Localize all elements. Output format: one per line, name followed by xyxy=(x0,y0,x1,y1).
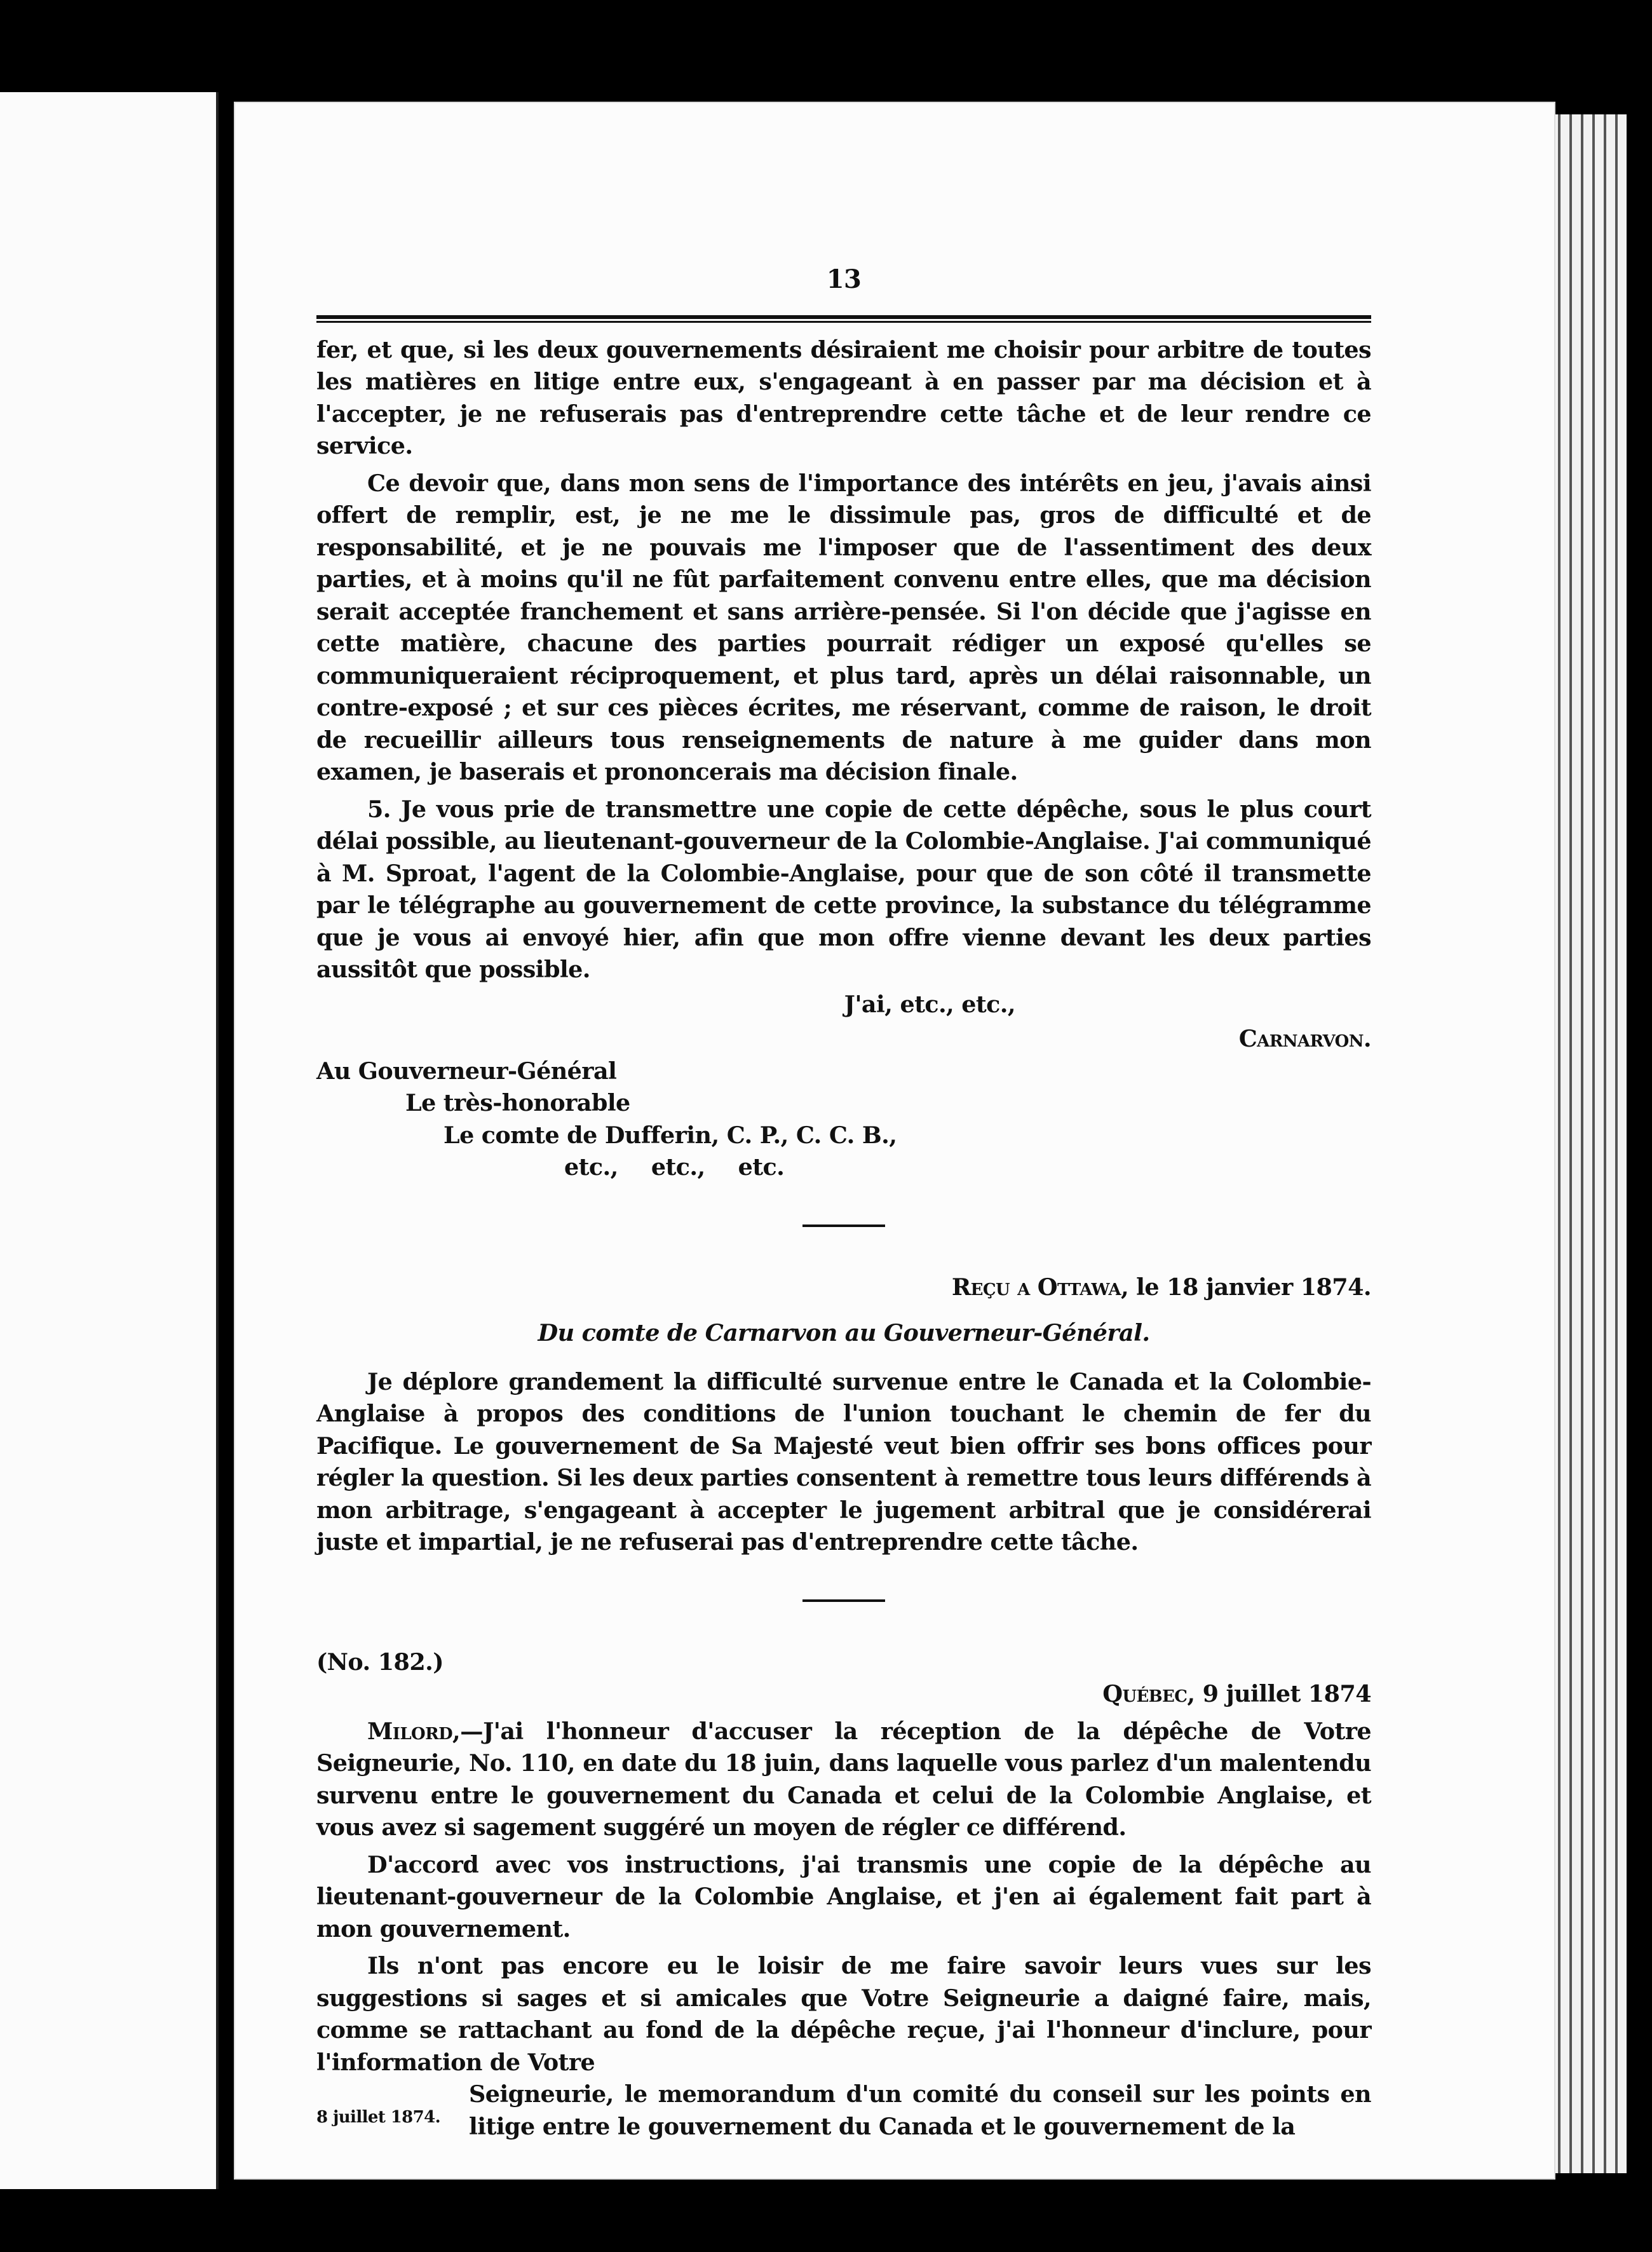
dateline-quebec xyxy=(316,1678,1371,1711)
page-number: 13 xyxy=(826,264,862,294)
salutation: Milord, xyxy=(367,1717,461,1745)
telegram-heading: Du comte de Carnarvon au Gouverneur-Général. xyxy=(538,1319,1150,1346)
document-number: (No. 182.) xyxy=(316,1648,443,1676)
facing-page-edge xyxy=(0,92,219,2189)
letter-paragraph-3-continued: Seigneurie, le memorandum d'un comité du conseil sur les points en litige entre le gouvernement du Canada et le gouvernement de la xyxy=(469,2080,1371,2140)
address-line-1: Au Gouverneur-Général xyxy=(316,1057,617,1085)
document-page xyxy=(234,102,1555,2180)
dateline-quebec-date: 9 juillet 1874 xyxy=(1195,1680,1371,1707)
address-line-2: Le très-honorable xyxy=(405,1089,630,1116)
address-block xyxy=(316,1055,1371,1184)
dateline-ottawa-place: Reçu a Ottawa, xyxy=(951,1273,1129,1301)
dateline-ottawa-date: le 18 janvier 1874. xyxy=(1128,1273,1371,1301)
letter-paragraph-1-text: —J'ai l'honneur d'accuser la réception de la dépêche de Votre Seigneurie, No. 110, en date du 18 juin, dans laquelle vous parlez d'un malentendu survenu entre le gouvernement du Canada et celui de la Colombie Anglaise, et vous avez si sagement suggéré un moyen de régler ce différend. xyxy=(316,1717,1371,1841)
signature: Carnarvon. xyxy=(1238,1025,1371,1052)
header-rule xyxy=(316,315,1371,323)
section-divider-2 xyxy=(802,1599,885,1602)
margin-note: 8 juillet 1874. xyxy=(316,2108,441,2127)
letter-paragraph-3: Ils n'ont pas encore eu le loisir de me faire savoir leurs vues sur les suggestions si sages et si amicales que Votre Seigneurie a daigné faire, mais, comme se rattachant au fond de la dépêche reçue, j'ai l'honneur d'inclure, pour l'information de Votre xyxy=(316,1952,1371,2076)
letter-paragraph-2: D'accord avec vos instructions, j'ai transmis une copie de la dépêche au lieutenant-gouverneur de la Colombie Anglaise, et j'en ai également fait part à mon gouvernement. xyxy=(316,1850,1371,1943)
paragraph-item-5: 5. Je vous prie de transmettre une copie de cette dépêche, sous le plus court délai possible, au lieutenant-gouverneur de la Colombie-Anglaise. J'ai communiqué à M. Sproat, l'agent de la Colombie-Anglaise, pour que de son côté il transmette par le télégraphe au gouvernement de cette province, la substance du télégramme que je vous ai envoyé hier, afin que mon offre vienne devant les deux parties aussitôt que possible. xyxy=(316,795,1371,983)
dateline-quebec-place: Québec, xyxy=(1102,1680,1195,1707)
signoff: J'ai, etc., etc., xyxy=(844,990,1015,1018)
paragraph-telegram: Je déplore grandement la difficulté survenue entre le Canada et la Colombie-Anglaise à propos des conditions de l'union touchant le chemin de fer du Pacifique. Le gouvernement de Sa Majesté veut bien offrir ses bons offices pour régler la question. Si les deux parties consentent à remettre tous leurs différends à mon arbitrage, s'engageant à accepter le jugement arbitral que je considérerai juste et impartial, je ne refuserai pas d'entreprendre cette tâche. xyxy=(316,1367,1371,1556)
dateline-ottawa xyxy=(316,1272,1371,1304)
address-line-3: Le comte de Dufferin, C. P., C. C. B., xyxy=(443,1121,897,1149)
paragraph-devoir: Ce devoir que, dans mon sens de l'importance des intérêts en jeu, j'avais ainsi offert de remplir, est, je ne me le dissimule pas, gros de difficulté et de responsabilité, et je ne pouvais me l'imposer que de l'assentiment des deux parties, et à moins qu'il ne fût parfaitement convenu entre elles, que ma décision serait acceptée franchement et sans arrière-pensée. Si l'on décide que j'agisse en cette matière, chacune des parties pourrait rédiger un exposé qu'elles se communiqueraient réciproquement, et plus tard, après un délai raisonnable, un contre-exposé ; et sur ces pièces écrites, me réservant, comme de raison, le droit de recueillir ailleurs tous renseignements de nature à me guider dans mon examen, je baserais et prononcerais ma décision finale. xyxy=(316,469,1371,785)
paragraph-continuation: fer, et que, si les deux gouvernements désiraient me choisir pour arbitre de toutes les matières en litige entre eux, s'engageant à en passer par ma décision et à l'accepter, je ne refuserais pas d'entreprendre cette tâche et de leur rendre ce service. xyxy=(316,336,1371,459)
section-divider xyxy=(802,1224,885,1227)
margin-row xyxy=(316,2079,1371,2143)
address-line-4: etc., etc., etc. xyxy=(564,1153,785,1181)
letter-paragraph-1 xyxy=(316,1716,1371,1844)
page-content xyxy=(316,264,1371,2143)
